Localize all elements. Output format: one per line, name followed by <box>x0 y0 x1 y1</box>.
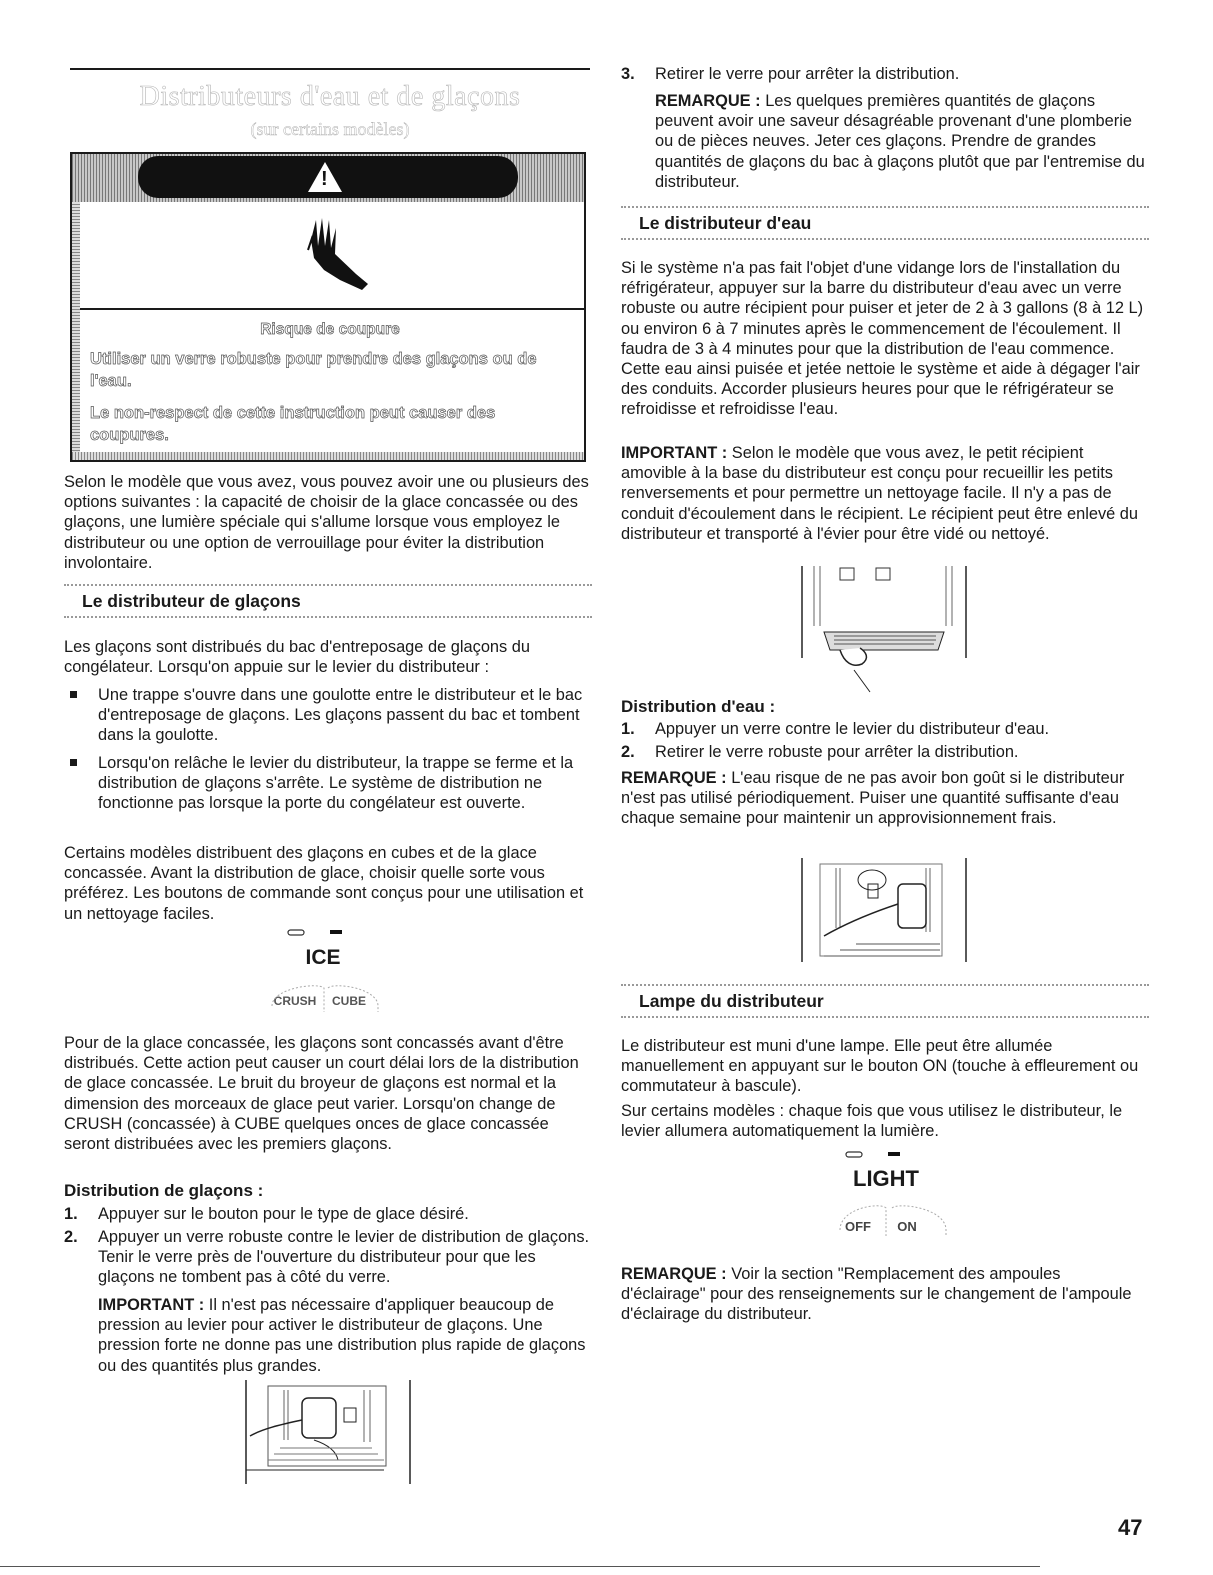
ice-dispenser-heading: Le distributeur de glaçons <box>64 584 592 618</box>
step-text: Retirer le verre robuste pour arrêter la distribution. <box>655 743 1019 761</box>
warning-image-area <box>80 202 584 310</box>
bottom-rule <box>0 1566 1040 1567</box>
remarque-label: REMARQUE : <box>621 769 727 787</box>
important-text: Selon le modèle que vous avez, le petit récipient amovible à la base du distributeur est conçu pour recueillir les petits renversements et pour permettre un nettoyage facile. Il n'y a pas de conduit d'écoulement dans le récipient. Le récipient peut être enlevé du distributeur et transporté à l'évier pour être vidé ou nettoyé. <box>621 444 1139 543</box>
step-number: 3. <box>621 65 635 83</box>
water-intro-paragraph: Si le système n'a pas fait l'objet d'une vidange lors de l'installation du réfrigérateur, appuyer sur la barre du distributeur d'eau avec un verre robuste ou autre récipient pour puiser et jeter de 2 à 3 gallons (8 à 12 L) ou environ 6 à 7 minutes après le commencement de l'écoulement. Il faudra de 3 à 4 minutes pour que la distribution de l'eau commence. Cette eau ainsi puisée et jetée nettoie le système et aide à dégager l'air des conduits. Accorder plusieurs heures pour que le réfrigérateur se refroidisse et refroidisse l'eau. <box>621 259 1144 419</box>
drip-tray-illustration <box>800 566 970 696</box>
lamp-intro-paragraph: Le distributeur est muni d'une lampe. Elle peut être allumée manuellement en appuyant sur le bouton ON (touche à effleurement ou commutateur à bascule). <box>621 1037 1139 1096</box>
light-indicator-icons <box>846 1150 916 1160</box>
step-number: 1. <box>621 720 635 738</box>
ice-dispensing-heading: Distribution de glaçons : <box>64 1181 264 1200</box>
list-item: Une trappe s'ouvre dans une goulotte entre le distributeur et le bac d'entreposage de glaçons. Les glaçons passent du bac et tombent dans la goulotte. <box>64 685 592 746</box>
important-text: Il n'est pas nécessaire d'appliquer beaucoup de pression au levier pour activer le distributeur de glaçons. Une pression forte ne donne pas une distribution plus rapide de glaçons ou des quantités plus grandes. <box>98 1296 586 1375</box>
water-dispensing-heading: Distribution d'eau : <box>621 697 776 716</box>
step-number: 2. <box>621 743 635 761</box>
step-text: Retirer le verre pour arrêter la distribution. <box>655 65 960 83</box>
remarque-text: Voir la section "Remplacement des ampoules d'éclairage" pour des renseignements sur le changement de l'ampoule d'éclairage du distributeur. <box>621 1265 1132 1324</box>
water-dispenser-heading: Le distributeur d'eau <box>621 206 1149 240</box>
intro-paragraph: Selon le modèle que vous avez, vous pouvez avoir une ou plusieurs des options suivantes : la capacité de choisir de la glace concassée ou des glaçons, une lumière spéciale qui s'allume lorsque vous employez le distributeur ou une option de verrouillage pour éviter la distribution involontaire. <box>64 473 589 572</box>
top-rule <box>70 68 590 70</box>
list-item <box>64 1204 592 1224</box>
list-item <box>64 1227 592 1288</box>
ice-control-title: ICE <box>305 946 341 969</box>
important-label: IMPORTANT : <box>98 1296 205 1314</box>
list-item <box>621 64 1183 84</box>
important-label: IMPORTANT : <box>621 444 728 462</box>
ice-intro-paragraph: Les glaçons sont distribués du bac d'entreposage de glaçons du congélateur. Lorsqu'on appuie sur le levier du distributeur : <box>64 638 531 677</box>
list-item <box>621 719 1149 739</box>
on-button[interactable]: ON <box>897 1219 917 1234</box>
ice-buttons-outline <box>266 976 386 1016</box>
step-number: 2. <box>64 1228 78 1246</box>
step-number: 1. <box>64 1205 78 1223</box>
ice-dispenser-illustration <box>244 1380 414 1484</box>
remarque-text: Les quelques premières quantités de glaçons peuvent avoir une saveur désagréable provenant d'une plomberie ou de pièces neuves. Jeter ces glaçons. Prendre de grandes quantités de glaçons du bac à glaçons plutôt que par l'entremise du distributeur. <box>655 92 1145 191</box>
light-control-title: LIGHT <box>853 1166 919 1191</box>
models-paragraph: Certains modèles distribuent des glaçons en cubes et de la glace concassée. Avant la distribution de glace, choisir quelle sorte vous préférez. Les boutons de commande sont conçus pour une utilisation et un nettoyage faciles. <box>64 844 584 923</box>
ice-indicator-icons <box>288 928 358 938</box>
list-item: Lorsqu'on relâche le levier du distributeur, la trappe se ferme et la distribution de glaçons s'arrête. Le système de distribution ne fonctionne pas lorsque la porte du congélateur est ouverte. <box>64 753 592 814</box>
crush-button[interactable]: CRUSH <box>273 994 317 1008</box>
off-button[interactable]: OFF <box>845 1219 871 1234</box>
warning-heading: Risque de coupure <box>260 321 400 338</box>
remarque-label: REMARQUE : <box>621 1265 727 1283</box>
remarque-note <box>655 91 1149 192</box>
remarque-note <box>621 768 1149 829</box>
cut-hand-icon <box>278 210 378 310</box>
section-subtitle: (sur certains modèles) <box>250 119 410 139</box>
water-dispensing-illustration <box>800 858 970 966</box>
important-note <box>98 1295 592 1376</box>
light-buttons-outline <box>836 1196 956 1240</box>
page-number: 47 <box>1118 1515 1143 1540</box>
remarque-text: L'eau risque de ne pas avoir bon goût si le distributeur n'est pas utilisé périodiquement. Puiser une quantité suffisante d'eau chaque semaine pour maintenir un approvisionnement frais. <box>621 769 1125 828</box>
cube-button[interactable]: CUBE <box>331 994 366 1008</box>
warning-bottom-pattern <box>72 452 584 460</box>
warning-line-1: Utiliser un verre robuste pour prendre des glaçons ou de l'eau. <box>90 350 537 390</box>
warning-triangle-icon <box>308 162 342 192</box>
step-text: Appuyer un verre contre le levier du distributeur d'eau. <box>655 720 1049 738</box>
warning-header <box>72 154 584 240</box>
warning-line-2: Le non-respect de cette instruction peut causer des coupures. <box>90 404 496 444</box>
warning-text <box>90 320 570 456</box>
warning-box <box>70 152 586 462</box>
step-text: Appuyer sur le bouton pour le type de glace désiré. <box>98 1205 469 1223</box>
section-title: Distributeurs d'eau et de glaçons <box>139 81 521 112</box>
remarque-label: REMARQUE : <box>655 92 761 110</box>
crush-paragraph: Pour de la glace concassée, les glaçons sont concassés avant d'être distribués. Cette action peut causer un court délai lors de la distribution de glace concassée. Le bruit du broyeur de glaçons est normal et la dimension des morceaux de glace peut varier. Lorsqu'on change de CRUSH (concassée) à CUBE quelques onces de glace concassée seront distribuées avec les premiers glaçons. <box>64 1034 579 1154</box>
lamp-auto-paragraph: Sur certains modèles : chaque fois que vous utilisez le distributeur, le levier allumera automatiquement la lumière. <box>621 1102 1123 1141</box>
lamp-heading: Lampe du distributeur <box>621 984 1149 1018</box>
warning-side-pattern <box>72 202 80 460</box>
list-item <box>621 742 1149 762</box>
important-note <box>621 443 1149 544</box>
warning-label: !AVERTISSEMENT <box>138 156 518 198</box>
remarque-note <box>621 1264 1149 1325</box>
step-text: Appuyer un verre robuste contre le levier de distribution de glaçons. Tenir le verre près de l'ouverture du distributeur pour que les glaçons ne tombent pas à côté du verre. <box>98 1228 590 1287</box>
